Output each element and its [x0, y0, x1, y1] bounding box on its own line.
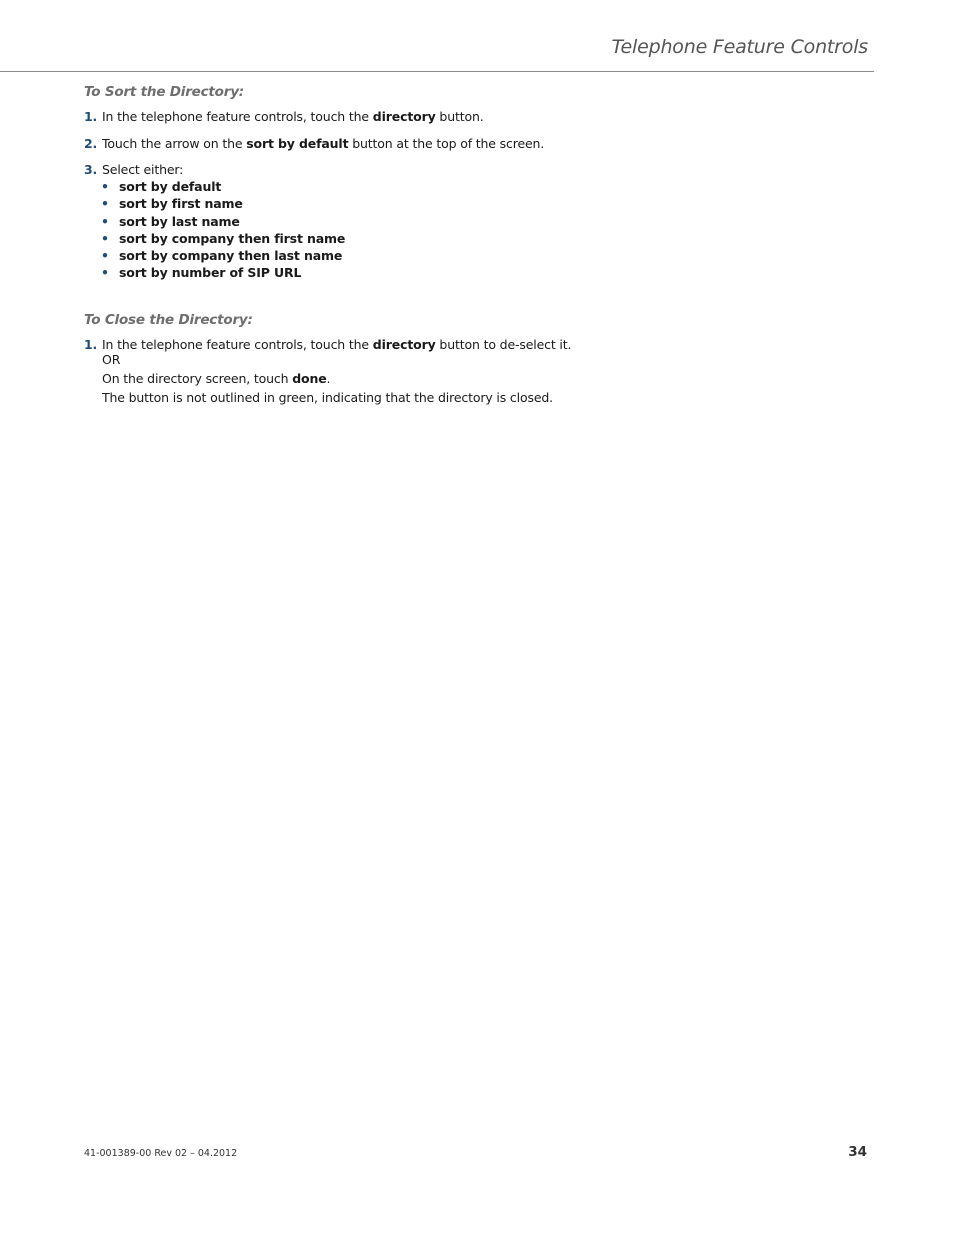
step-text: In the telephone feature controls, touch the	[102, 337, 373, 352]
list-item: • sort by last name	[101, 213, 240, 229]
step-number: 3.	[84, 162, 98, 177]
list-item: • sort by default	[101, 179, 222, 194]
header-divider	[0, 71, 874, 72]
step-number: 1.	[84, 337, 98, 352]
bullet-icon: •	[101, 179, 109, 194]
step-text: button at the top of the screen.	[348, 136, 545, 151]
bullet-icon: •	[101, 230, 109, 246]
or-text: OR	[102, 352, 121, 367]
bullet-icon: •	[101, 248, 109, 264]
list-item: • sort by company then last name	[101, 248, 343, 264]
sort-step-2	[84, 136, 544, 152]
list-item: • sort by first name	[101, 196, 243, 212]
close-step-1	[84, 337, 571, 353]
sort-step-1	[84, 109, 484, 125]
step-text: On the directory screen, touch	[102, 371, 293, 386]
document-id: 41-001389-00 Rev 02 – 04.2012	[84, 1148, 238, 1159]
bullet-icon: •	[101, 196, 109, 212]
step-text: Touch the arrow on the	[102, 136, 247, 151]
step-text: button.	[435, 109, 484, 124]
page-title: Telephone Feature Controls	[611, 36, 868, 58]
page-number: 34	[848, 1144, 867, 1160]
alternative-step	[102, 371, 330, 387]
step-text: In the telephone feature controls, touch the	[102, 109, 373, 124]
sort-step-3	[84, 162, 183, 178]
step-number: 1.	[84, 109, 98, 124]
step-text: button to de-select it.	[435, 337, 572, 352]
step-keyword: directory	[372, 109, 436, 124]
list-item: • sort by number of SIP URL	[101, 265, 302, 281]
step-keyword: sort by default	[246, 136, 349, 151]
step-text: Select either:	[102, 162, 184, 177]
bullet-icon: •	[101, 265, 109, 281]
step-keyword: done	[292, 371, 327, 386]
step-number: 2.	[84, 136, 98, 151]
step-keyword: directory	[372, 337, 436, 352]
sort-options-list	[101, 178, 345, 282]
sort-section-heading: To Sort the Directory:	[84, 84, 245, 100]
close-note: The button is not outlined in green, indicating that the directory is closed.	[102, 390, 553, 405]
step-text: .	[326, 371, 331, 386]
list-item: • sort by company then first name	[101, 230, 346, 246]
close-section-heading: To Close the Directory:	[84, 312, 253, 328]
bullet-icon: •	[101, 213, 109, 229]
